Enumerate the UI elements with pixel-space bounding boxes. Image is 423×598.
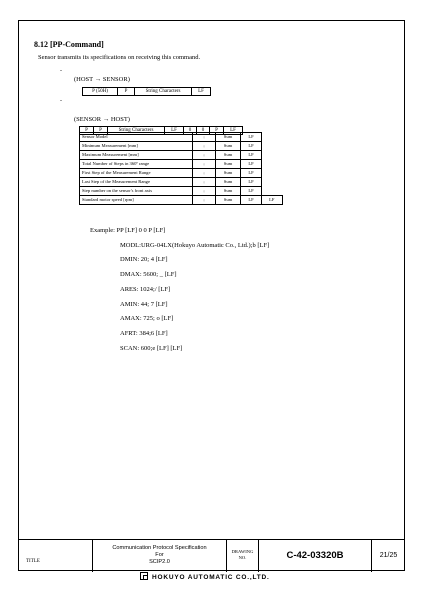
sensor-header-cell: P	[80, 127, 94, 135]
row-desc: First Step of the Measurement Range	[80, 169, 193, 178]
table-row	[80, 160, 283, 169]
row-lf: LF	[241, 133, 262, 142]
row-sep: ;	[193, 151, 216, 160]
row-sep: ;	[193, 178, 216, 187]
row-sum: Sum	[216, 151, 241, 160]
row-lf: LF	[241, 169, 262, 178]
row-desc: Standard motor speed [rpm]	[80, 196, 193, 205]
row-lf: LF	[241, 151, 262, 160]
row-extra	[262, 169, 283, 178]
title-block	[18, 539, 405, 572]
example-line: Example: PP [LF] 0 0 P [LF]	[90, 227, 166, 234]
row-sep: ;	[193, 133, 216, 142]
row-lf: LF	[241, 160, 262, 169]
example-line: ARES: 1024;/ [LF]	[120, 285, 171, 293]
table-row	[80, 187, 283, 196]
example-line: AMIN: 44; 7 [LF]	[120, 300, 168, 308]
table-row	[80, 142, 283, 151]
page-number: 21/25	[379, 552, 398, 559]
row-sep: ;	[193, 196, 216, 205]
row-extra	[262, 178, 283, 187]
row-sum: Sum	[216, 187, 241, 196]
host-cell: P (50H)	[83, 88, 118, 96]
row-desc: Step number on the sensor's front axis	[80, 187, 193, 196]
example-line: MODL:URG-04LX(Hokuyo Automatic Co., Ltd.);b [LF]	[120, 241, 270, 249]
title-label-cell	[18, 540, 93, 572]
row-sep: ;	[193, 169, 216, 178]
row-extra	[262, 160, 283, 169]
table-row	[80, 178, 283, 187]
bullet-dash: -	[60, 68, 62, 74]
row-sep: ;	[193, 187, 216, 196]
host-cell: String Characters	[135, 88, 192, 96]
sensor-header-cell: P	[210, 127, 224, 135]
document-title-line: SCIP2.0	[149, 559, 170, 565]
row-sep: ;	[193, 160, 216, 169]
row-desc: Total Number of Steps in 360º range	[80, 160, 193, 169]
title-label: TITLE	[26, 559, 40, 564]
drawing-number: C-42-03320B	[259, 540, 372, 572]
row-sum: Sum	[216, 196, 241, 205]
host-cell: LF	[192, 88, 211, 96]
bullet-dash: -	[60, 98, 62, 104]
sensor-header-cell: 0	[184, 127, 197, 135]
row-extra	[262, 142, 283, 151]
row-sum: Sum	[216, 169, 241, 178]
row-extra	[262, 187, 283, 196]
table-row	[80, 196, 283, 205]
example-block	[90, 224, 269, 356]
row-sum: Sum	[216, 142, 241, 151]
row-desc: Last Step of the Measurement Range	[80, 178, 193, 187]
row-extra	[262, 133, 283, 142]
section-intro: Sensor transmits its specifications on receiving this command.	[38, 54, 201, 61]
row-lf: LF	[241, 178, 262, 187]
row-lf: LF	[241, 196, 262, 205]
host-to-sensor-label: (HOST → SENSOR)	[74, 76, 130, 83]
drawing-label: DRAWING	[231, 549, 254, 554]
host-cell: P	[118, 88, 135, 96]
section-title: 8.12 [PP-Command]	[34, 40, 104, 49]
sensor-to-host-label: (SENSOR → HOST)	[74, 116, 130, 123]
table-row	[80, 151, 283, 160]
row-sum: Sum	[216, 178, 241, 187]
row-lf: LF	[241, 142, 262, 151]
sensor-response-table	[79, 132, 283, 205]
row-sep: ;	[193, 142, 216, 151]
row-extra	[262, 151, 283, 160]
sensor-header-cell: String Characters	[108, 127, 165, 135]
row-lf: LF	[241, 187, 262, 196]
row-desc: Minimum Measurement [mm]	[80, 142, 193, 151]
host-command-table	[82, 87, 211, 96]
example-line: SCAN: 600;e [LF] [LF]	[120, 344, 183, 352]
drawing-label: NO.	[238, 555, 247, 560]
sensor-header-cell: P	[94, 127, 108, 135]
example-line: AMAX: 725; o [LF]	[120, 315, 174, 323]
sensor-header-cell: 0	[197, 127, 210, 135]
example-line: AFRT: 384;6 [LF]	[120, 329, 168, 337]
row-desc: Sensor Model	[80, 133, 193, 142]
sensor-header-cell: LF	[165, 127, 184, 135]
document-title-cell	[93, 540, 227, 572]
sensor-header-cell: LF	[224, 127, 243, 135]
document-title-line: For	[155, 552, 164, 558]
row-sum: Sum	[216, 160, 241, 169]
company-logo	[140, 572, 270, 581]
document-title-line: Communication Protocol Specification	[112, 545, 207, 551]
table-row	[80, 169, 283, 178]
row-desc: Maximum Measurement [mm]	[80, 151, 193, 160]
table-row	[80, 133, 283, 142]
company-name: HOKUYO AUTOMATIC CO.,LTD.	[152, 574, 270, 581]
drawing-label-cell	[227, 540, 259, 572]
row-extra: LF	[262, 196, 283, 205]
example-line: DMAX: 5600; _ [LF]	[120, 271, 177, 279]
row-sum: Sum	[216, 133, 241, 142]
company-logo-icon	[140, 572, 148, 580]
example-line: DMIN: 20; 4 [LF]	[120, 256, 168, 264]
